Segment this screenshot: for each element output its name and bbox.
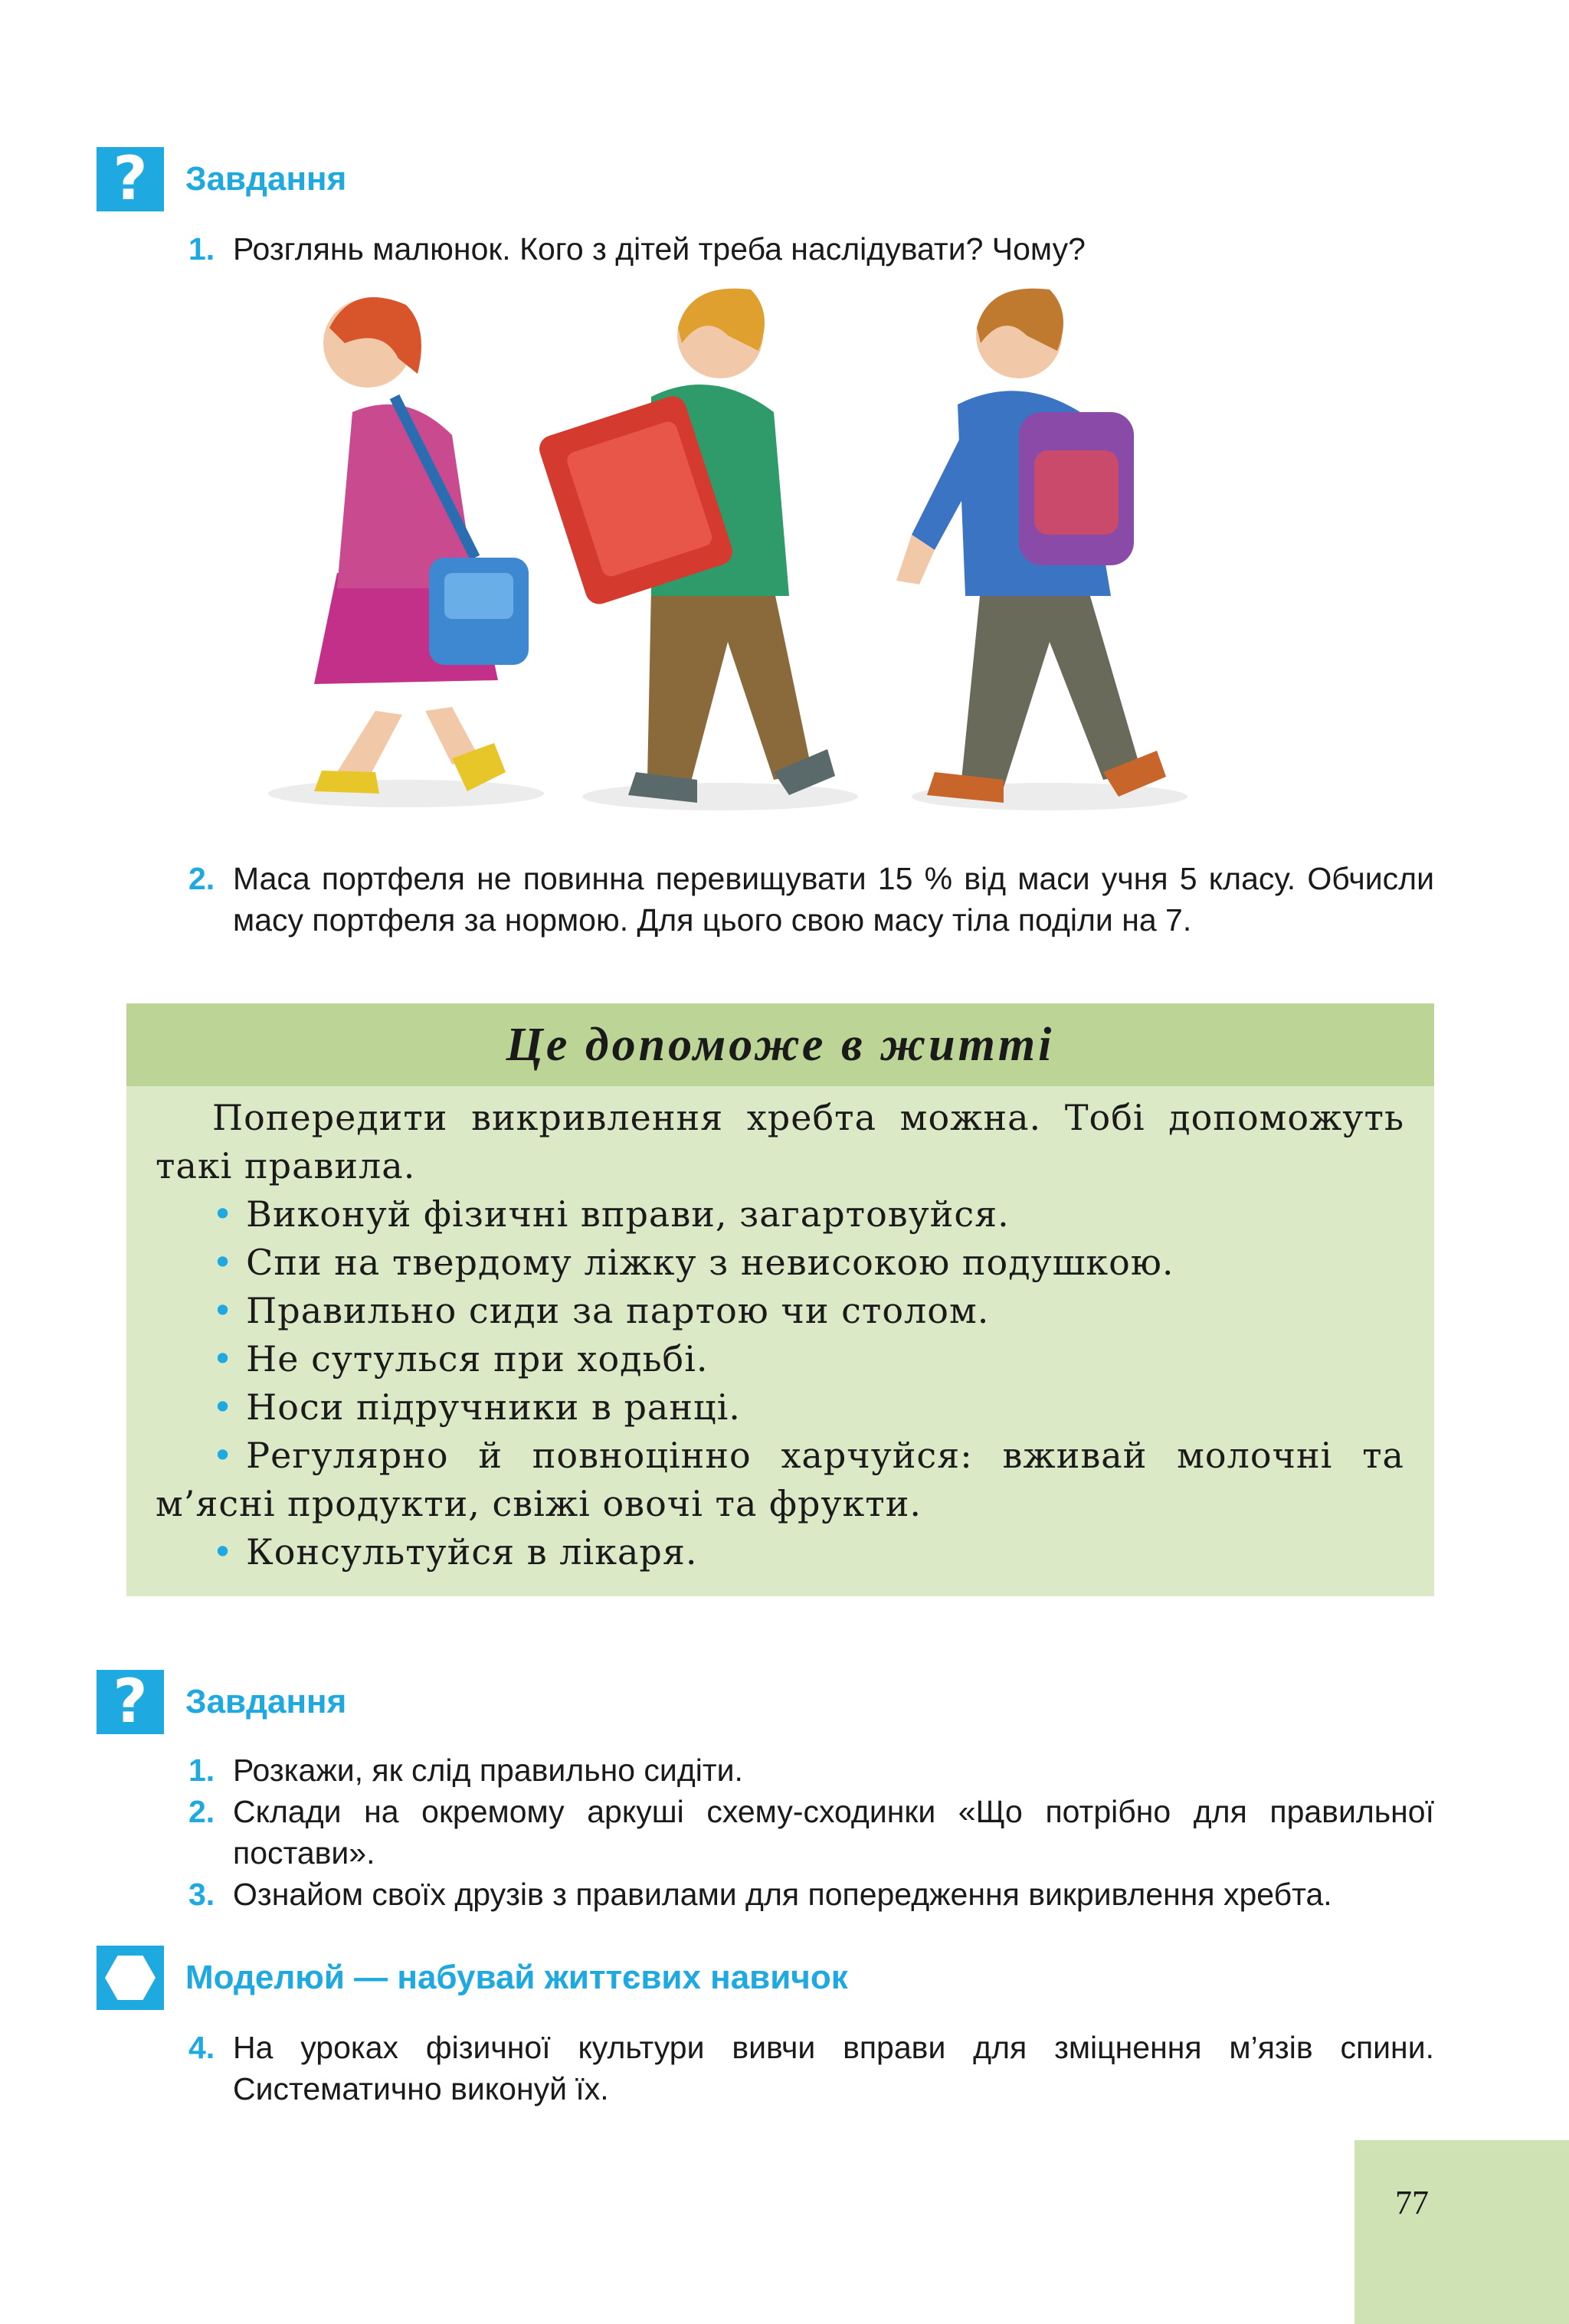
rule-item: • Виконуй фізичні вправи, загартовуйся.: [212, 1193, 1010, 1235]
page-number-tab: [1354, 2140, 1569, 2324]
task-number: 3.: [188, 1877, 215, 1912]
task-item: [188, 228, 1434, 270]
task-text: Ознайом своїх друзів з правилами для попередження викривлення хребта.: [233, 1877, 1332, 1912]
rule-item: • Не сутулься при ходьбі.: [212, 1338, 709, 1380]
task-number: 2.: [188, 861, 215, 896]
task-number: 2.: [188, 1794, 215, 1829]
life-tips-intro: Попередити викривлення хребта можна. Тобі допоможуть такі правила.: [156, 1097, 1404, 1187]
task-item: [188, 1791, 1434, 1874]
section-header-tasks-1: [97, 145, 1399, 214]
task-number: 1.: [188, 1753, 215, 1788]
rule-item: • Спи на твердому ліжку з невисокою подушкою.: [212, 1242, 1174, 1283]
section-title: Завдання: [185, 160, 347, 198]
bullet-icon: •: [212, 1193, 234, 1235]
task-text: Розглянь малюнок. Кого з дітей треба наслідувати? Чому?: [233, 231, 1086, 267]
life-tips-body: [156, 1094, 1404, 1576]
bullet-icon: •: [212, 1386, 234, 1428]
section-header-tasks-2: [97, 1670, 1399, 1734]
girl-figure: [314, 297, 529, 794]
task-number: 4.: [188, 2030, 215, 2065]
rule-item: • Правильно сиди за партою чи столом.: [212, 1290, 990, 1331]
task-number: 1.: [188, 231, 215, 267]
question-mark-icon: ?: [97, 1670, 164, 1734]
task-item: [188, 1750, 1434, 1791]
life-tips-title: Це допоможе в житті: [126, 1003, 1434, 1086]
bullet-icon: •: [212, 1242, 234, 1283]
page-number: 77: [1395, 2184, 1429, 2221]
children-illustration: [222, 282, 1264, 823]
task-text: На уроках фізичної культури вивчи вправи для зміцнення м’язів спини. Систематично виконуй їх.: [233, 2030, 1434, 2106]
rule-item: • Консультуйся в лікаря.: [212, 1531, 698, 1573]
bullet-icon: •: [212, 1435, 234, 1476]
section-title: Моделюй — набувай життєвих навичок: [185, 1959, 848, 1996]
bullet-icon: •: [212, 1290, 234, 1331]
boy-with-folder-figure: [536, 289, 835, 803]
task-item: [188, 1874, 1434, 1915]
section-header-life-skills: [97, 1946, 1399, 2010]
task-item: [188, 2027, 1434, 2110]
life-tips-box: [126, 1003, 1434, 1596]
task-text: Маса портфеля не повинна перевищувати 15 % від маси учня 5 класу. Обчисли масу портфеля за нормою. Для цього свою масу тіла поділи на 7.: [233, 861, 1434, 938]
hexagon-icon: [97, 1946, 164, 2010]
boy-with-backpack-figure: [896, 289, 1166, 803]
rule-item: • Носи підручники в ранці.: [212, 1386, 741, 1428]
section-title: Завдання: [185, 1683, 347, 1720]
question-mark-icon: ?: [97, 147, 164, 211]
bullet-icon: •: [212, 1338, 234, 1380]
bullet-icon: •: [212, 1531, 234, 1573]
task-text: Склади на окремому аркуші схему-сходинки «Що потрібно для правильної постави».: [233, 1794, 1434, 1871]
task-text: Розкажи, як слід правильно сидіти.: [233, 1753, 743, 1788]
task-item: [188, 858, 1434, 941]
rule-item: • Регулярно й повноцінно харчуйся: вживай молочні та м’ясні продукти, свіжі овочі та фрукти.: [156, 1435, 1404, 1524]
